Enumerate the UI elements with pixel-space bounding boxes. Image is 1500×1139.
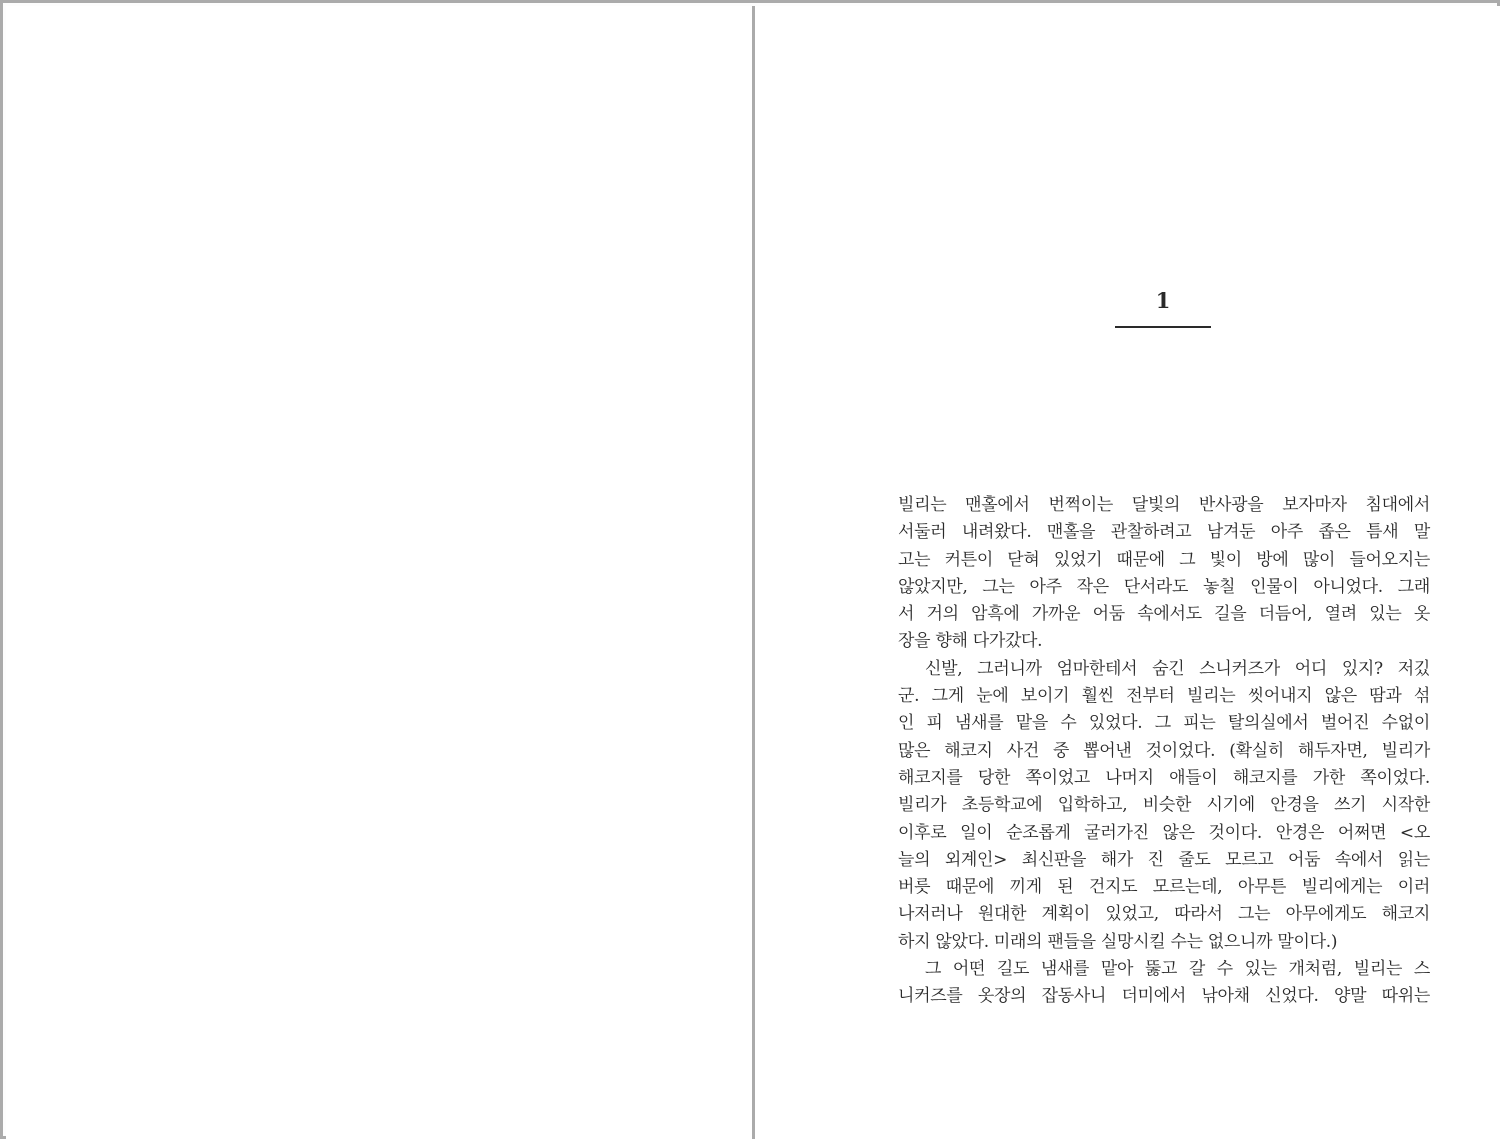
- chapter-underline: [1115, 326, 1211, 328]
- text-line: 장을 향해 다가갔다.: [898, 631, 1043, 652]
- text-line: 해코지를 당한 쪽이었고 나머지 애들이 해코지를 가한 쪽이었다.: [898, 767, 1430, 788]
- text-line: 서둘러 내려왔다. 맨홀을 관찰하려고 남겨둔 아주 좁은 틈새 말: [898, 522, 1430, 543]
- text-line: 빌리는 맨홀에서 번쩍이는 달빛의 반사광을 보자마자 침대에서: [898, 495, 1430, 515]
- text-line: 니커즈를 옷장의 잡동사니 더미에서 낚아채 신었다. 양말 따위는: [898, 986, 1430, 1007]
- text-line: 버릇 때문에 끼게 된 건지도 모르는데, 아무튼 빌리에게는 이러: [898, 877, 1430, 898]
- text-line: 나저러나 원대한 계획이 있었고, 따라서 그는 아무에게도 해코지: [898, 904, 1430, 925]
- text-line: 군. 그게 눈에 보이기 훨씬 전부터 빌리는 씻어내지 않은 땀과 섞: [898, 686, 1430, 707]
- text-line: 빌리가 초등학교에 입학하고, 비슷한 시기에 안경을 쓰기 시작한: [898, 795, 1430, 816]
- left-page-blank: [6, 6, 752, 1139]
- text-line: 이후로 일이 순조롭게 굴러가진 않은 것이다. 안경은 어쩌면 <오: [898, 822, 1430, 843]
- text-line: 인 피 냄새를 맡을 수 있었다. 그 피는 탈의실에서 벌어진 수없이: [898, 713, 1430, 734]
- text-line: 고는 커튼이 닫혀 있었기 때문에 그 빛이 방에 많이 들어오지는: [898, 549, 1430, 570]
- body-text: [898, 492, 1430, 1011]
- right-page: [755, 6, 1500, 1139]
- text-line: 많은 해코지 사건 중 뽑어낸 것이었다. (확실히 해두자면, 빌리가: [898, 740, 1430, 761]
- text-line: 않았지만, 그는 아주 작은 단서라도 놓칠 인물이 아니었다. 그래: [898, 576, 1430, 597]
- text-line: 서 거의 암흑에 가까운 어둠 속에서도 길을 더듬어, 열려 있는 옷: [898, 604, 1430, 625]
- text-line: 늘의 외계인> 최신판을 해가 진 줄도 모르고 어둠 속에서 읽는: [898, 849, 1430, 870]
- text-line: 하지 않았다. 미래의 팬들을 실망시킬 수는 없으니까 말이다.): [898, 931, 1338, 952]
- text-line-indented: 그 어떤 길도 냄새를 맡아 뚫고 갈 수 있는 개처럼, 빌리는 스: [925, 959, 1430, 980]
- text-line-indented: 신발, 그러니까 엄마한테서 숨긴 스니커즈가 어디 있지? 저깄: [925, 658, 1430, 679]
- chapter-number: 1: [1155, 288, 1171, 313]
